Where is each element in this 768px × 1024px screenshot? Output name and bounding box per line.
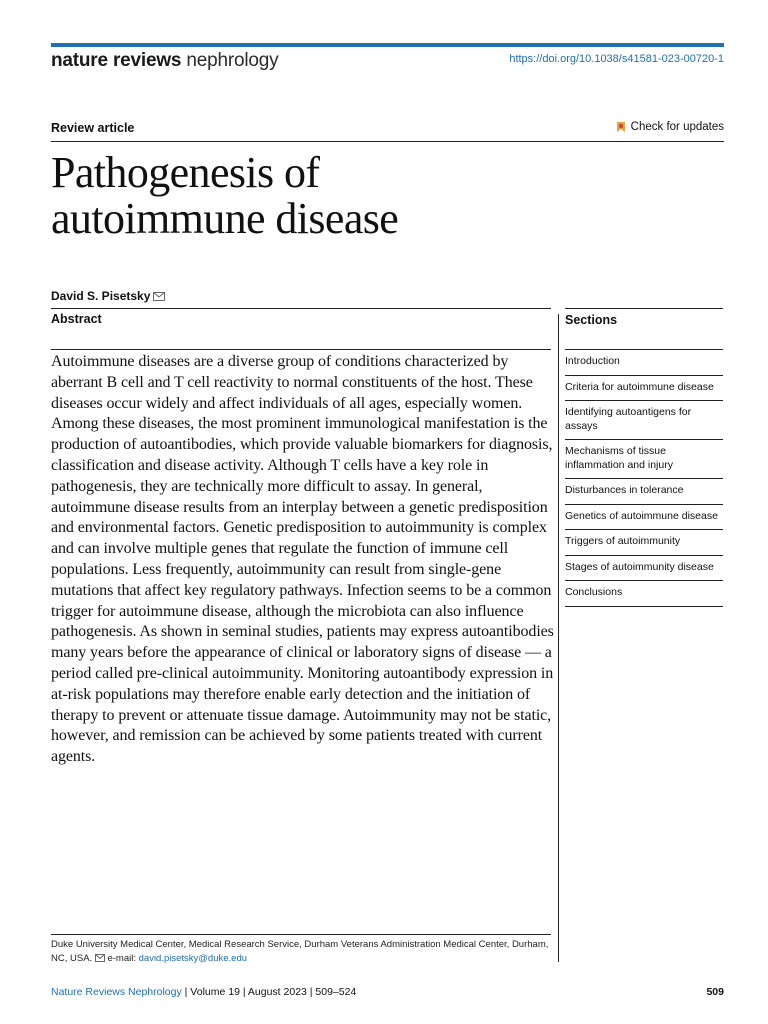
email-link[interactable]: david.pisetsky@duke.edu: [138, 953, 248, 964]
section-link-introduction[interactable]: Introduction: [565, 350, 723, 376]
affiliation-text: Duke University Medical Center, Medical Research Service, Durham Veterans Administration Medical Center, Durham, NC, USA.: [51, 939, 549, 964]
envelope-icon[interactable]: [153, 292, 165, 301]
page-number: 509: [706, 986, 724, 998]
abstract-rule: [51, 349, 551, 350]
journal-accent-bar: [51, 43, 724, 47]
abstract-top-rule: [51, 308, 551, 309]
column-divider: [558, 314, 559, 962]
section-link-stages[interactable]: Stages of autoimmunity disease: [565, 556, 723, 582]
journal-subtitle: nephrology: [186, 50, 279, 71]
sections-list: [565, 349, 723, 607]
sections-top-rule: [565, 308, 723, 309]
email-label: e-mail:: [107, 953, 136, 964]
author-name[interactable]: David S. Pisetsky: [51, 289, 151, 303]
check-updates-button[interactable]: [615, 121, 724, 133]
article-title: [51, 150, 571, 242]
footer-details: | Volume 19 | August 2023 | 509–524: [184, 986, 357, 998]
section-link-conclusions[interactable]: Conclusions: [565, 581, 723, 607]
doi-link[interactable]: https://doi.org/10.1038/s41581-023-00720-1: [509, 53, 724, 65]
sections-heading: Sections: [565, 313, 618, 327]
affiliation: [51, 938, 551, 966]
title-rule: [51, 141, 724, 142]
abstract-heading: Abstract: [51, 312, 102, 326]
section-link-autoantigens[interactable]: Identifying autoantigens for assays: [565, 401, 723, 440]
section-link-criteria[interactable]: Criteria for autoimmune disease: [565, 376, 723, 402]
title-line-1: Pathogenesis of: [51, 148, 320, 197]
affiliation-rule: [51, 934, 551, 935]
footer-citation: [51, 986, 356, 998]
section-link-genetics[interactable]: Genetics of autoimmune disease: [565, 505, 723, 531]
check-updates-label: Check for updates: [630, 121, 724, 133]
section-link-triggers[interactable]: Triggers of autoimmunity: [565, 530, 723, 556]
author: [51, 289, 165, 303]
footer-journal-link[interactable]: Nature Reviews Nephrology: [51, 986, 182, 998]
section-link-mechanisms[interactable]: Mechanisms of tissue inflammation and injury: [565, 440, 723, 479]
title-line-2: autoimmune disease: [51, 194, 399, 243]
envelope-icon: [95, 954, 105, 962]
check-updates-icon: [615, 121, 627, 133]
journal-brand: nature reviews: [51, 50, 182, 71]
article-type: Review article: [51, 121, 135, 135]
section-link-tolerance[interactable]: Disturbances in tolerance: [565, 479, 723, 505]
journal-logo[interactable]: [51, 50, 278, 72]
abstract-text: Autoimmune diseases are a diverse group of conditions characterized by aberrant B cell and T cell reactivity to normal constituents of the host. These diseases occur widely and affect individuals of all ages, especially women. Among these diseases, the most prominent immunological manifestation is the production of autoantibodies, which provide valuable biomarkers for diagnosis, classification and disease activity. Although T cells have a key role in pathogenesis, they are technically more difficult to assay. In general, autoimmune disease results from an interplay between a genetic predisposition and environmental factors. Genetic predisposition to autoimmunity is complex and can involve multiple genes that regulate the function of immune cell populations. Less frequently, autoimmunity can result from single-gene mutations that affect key regulatory pathways. Infection seems to be a common trigger for autoimmune disease, although the microbiota can also influence pathogenesis. As shown in seminal studies, patients may express autoantibodies many years before the appearance of clinical or laboratory signs of disease — a period called pre-clinical autoimmunity. Monitoring autoantibody expression in at-risk populations may therefore enable early detection and the initiation of therapy to prevent or attenuate tissue damage. Autoimmunity may not be static, however, and remission can be achieved by some patients treated with current agents.: [51, 353, 554, 766]
